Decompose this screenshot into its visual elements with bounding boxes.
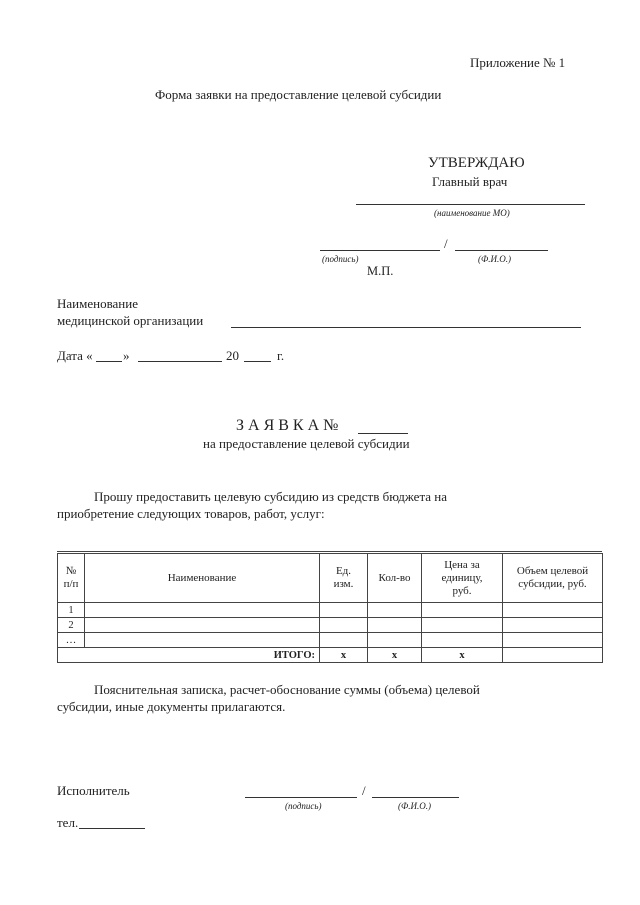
date-suffix: г.: [277, 348, 285, 363]
row-volume-cell[interactable]: [503, 618, 603, 633]
row-num: …: [58, 633, 85, 648]
executor-signature-caption: (подпись): [285, 801, 322, 811]
org-label-line1: Наименование: [57, 296, 138, 311]
executor-fio-line[interactable]: [372, 797, 459, 798]
approve-position: Главный врач: [432, 174, 508, 189]
total-label: ИТОГО:: [58, 648, 320, 663]
row-num: 2: [58, 618, 85, 633]
executor-signature-line[interactable]: [245, 797, 357, 798]
org-name-line[interactable]: [356, 204, 585, 205]
header-num: № п/п: [58, 554, 85, 603]
row-qty-cell[interactable]: [368, 603, 422, 618]
row-num: 1: [58, 603, 85, 618]
note-line1: Пояснительная записка, расчет-обоснование суммы (объема) целевой: [94, 682, 480, 697]
row-price-cell[interactable]: [422, 633, 503, 648]
table-header-row: [58, 554, 603, 603]
date-year-prefix: 20: [226, 348, 239, 363]
phone-label: тел.: [57, 815, 79, 830]
row-price-cell[interactable]: [422, 618, 503, 633]
total-volume-cell[interactable]: [503, 648, 603, 663]
date-prefix: Дата «: [57, 348, 93, 363]
approver-fio-line[interactable]: [455, 250, 548, 251]
executor-fio-caption: (Ф.И.О.): [398, 801, 431, 811]
approver-slash: /: [444, 236, 448, 251]
date-day-field[interactable]: [96, 361, 122, 362]
header-name: Наименование: [85, 554, 320, 603]
row-name-cell[interactable]: [85, 633, 320, 648]
total-price-x: х: [422, 648, 503, 663]
executor-slash: /: [362, 783, 366, 798]
request-line1: Прошу предоставить целевую субсидию из средств бюджета на: [94, 489, 448, 504]
row-unit-cell[interactable]: [320, 603, 368, 618]
row-unit-cell[interactable]: [320, 633, 368, 648]
approver-fio-caption: (Ф.И.О.): [478, 254, 511, 264]
date-mid: »: [123, 348, 130, 363]
row-price-cell[interactable]: [422, 603, 503, 618]
table-row: [58, 603, 603, 618]
application-title: З А Я В К А №: [236, 417, 339, 434]
approver-signature-line[interactable]: [320, 250, 440, 251]
header-unit: Ед. изм.: [320, 554, 368, 603]
header-qty: Кол-во: [368, 554, 422, 603]
total-unit-x: х: [320, 648, 368, 663]
table-row: [58, 618, 603, 633]
approve-title: УТВЕРЖДАЮ: [428, 155, 525, 171]
note-line2: субсидии, иные документы прилагаются.: [57, 699, 286, 714]
row-name-cell[interactable]: [85, 618, 320, 633]
row-unit-cell[interactable]: [320, 618, 368, 633]
header-price: Цена за единицу, руб.: [422, 554, 503, 603]
row-qty-cell[interactable]: [368, 618, 422, 633]
goods-table: [57, 553, 603, 663]
row-volume-cell[interactable]: [503, 633, 603, 648]
application-number-field[interactable]: [358, 433, 408, 434]
annex-label: Приложение № 1: [470, 55, 566, 70]
org-name-field[interactable]: [231, 327, 581, 328]
stamp-place: М.П.: [367, 264, 394, 278]
form-title: Форма заявки на предоставление целевой субсидии: [155, 87, 442, 102]
table-total-row: [58, 648, 603, 663]
request-line2: приобретение следующих товаров, работ, услуг:: [57, 506, 325, 521]
phone-field[interactable]: [79, 828, 145, 829]
total-qty-x: х: [368, 648, 422, 663]
table-row: [58, 633, 603, 648]
application-subtitle: на предоставление целевой субсидии: [203, 436, 410, 451]
org-name-caption: (наименование МО): [434, 208, 510, 218]
executor-label: Исполнитель: [57, 783, 130, 798]
org-label-line2: медицинской организации: [57, 313, 204, 328]
date-month-field[interactable]: [138, 361, 222, 362]
table-top-rule: [57, 551, 602, 552]
header-volume: Объем целевой субсидии, руб.: [503, 554, 603, 603]
date-year-field[interactable]: [244, 361, 271, 362]
approver-signature-caption: (подпись): [322, 254, 359, 264]
row-qty-cell[interactable]: [368, 633, 422, 648]
row-volume-cell[interactable]: [503, 603, 603, 618]
row-name-cell[interactable]: [85, 603, 320, 618]
